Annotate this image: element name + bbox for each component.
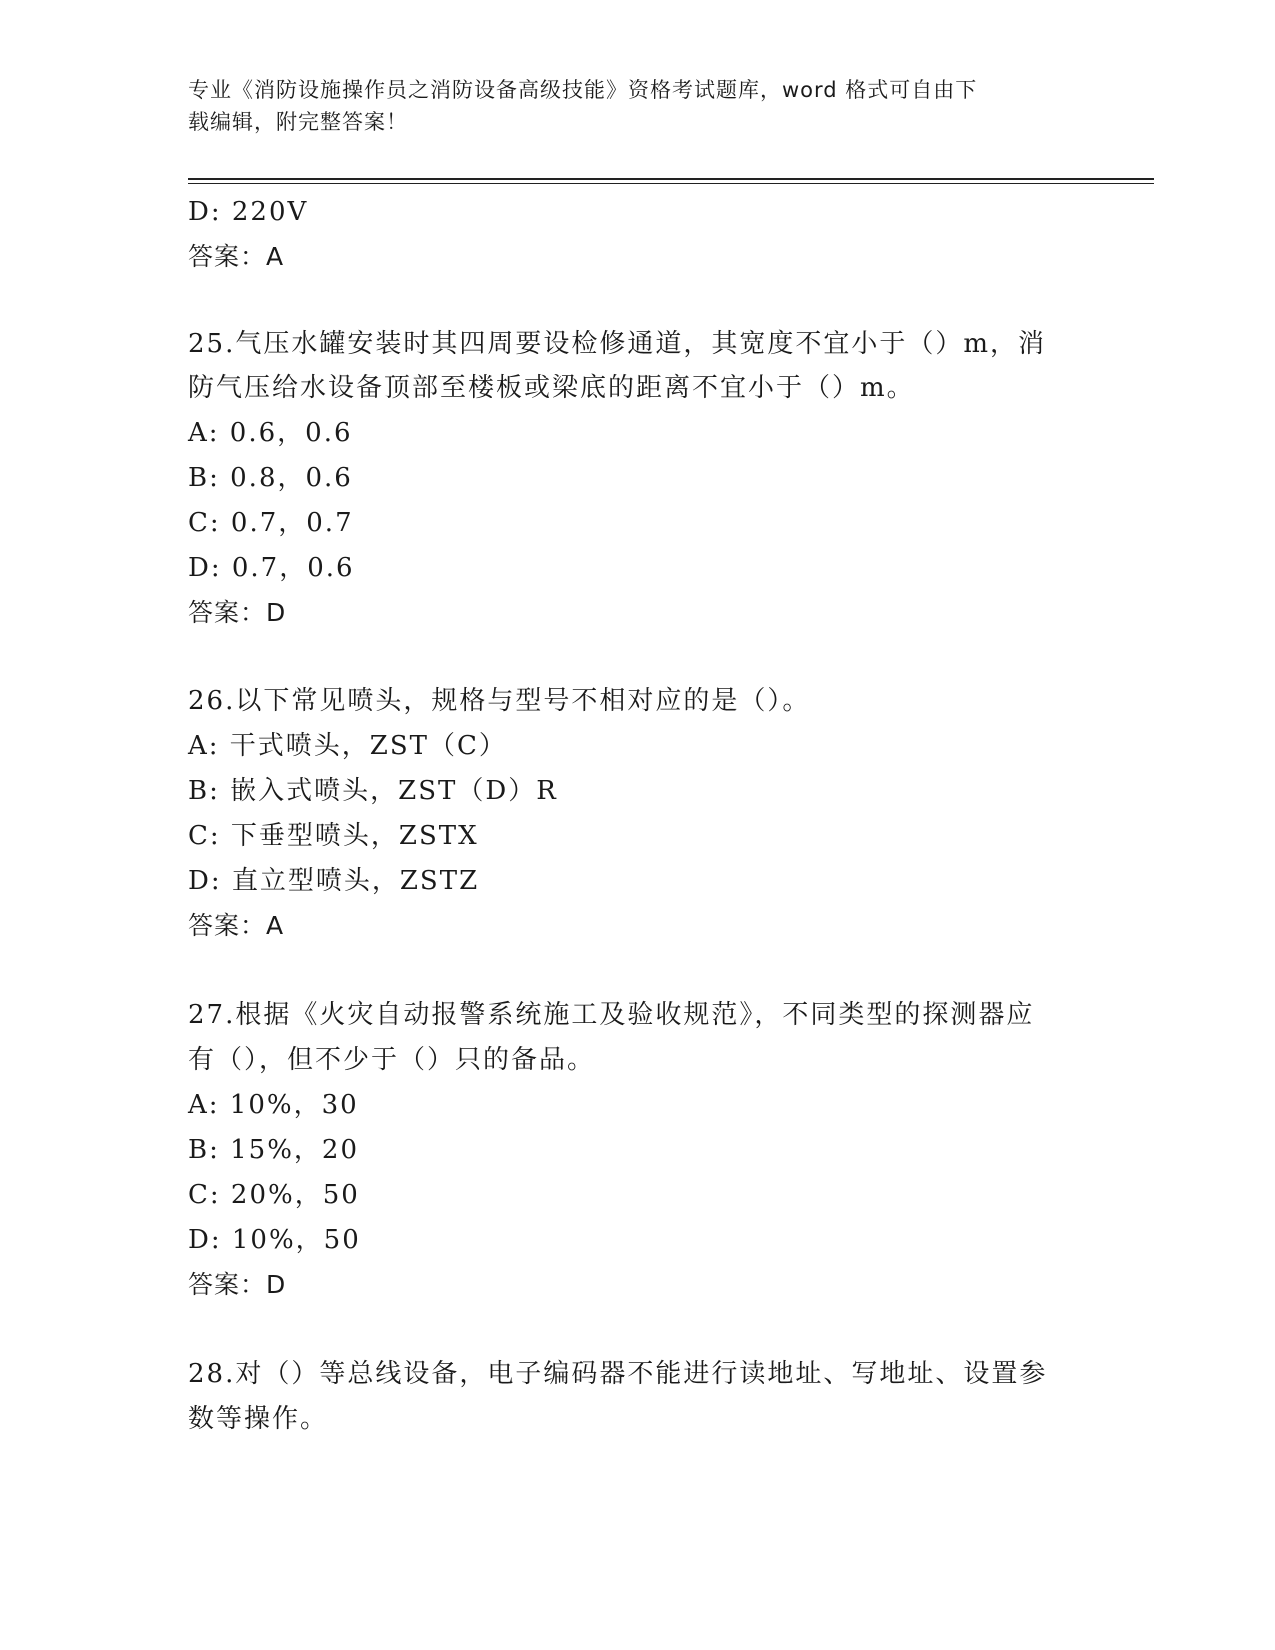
question-27: 27.根据《火灾自动报警系统施工及验收规范》，不同类型的探测器应 <box>188 1000 1035 1030</box>
question-28-cont: 数等操作。 <box>188 1404 329 1434</box>
option-a: A: 干式喷头，ZST（C） <box>188 731 507 761</box>
question-27-cont: 有（），但不少于（）只的备品。 <box>188 1045 596 1075</box>
option-c: C: 下垂型喷头，ZSTX <box>188 821 479 851</box>
question-25: 25.气压水罐安装时其四周要设检修通道，其宽度不宜小于（）m，消 <box>188 329 1047 359</box>
document-header <box>188 74 1088 138</box>
option-d: D: 10%，50 <box>188 1225 361 1255</box>
answer: 答案：D <box>188 598 287 627</box>
answer: 答案：A <box>188 911 285 940</box>
option-a: A: 0.6，0.6 <box>188 418 353 448</box>
question-28: 28.对（）等总线设备，电子编码器不能进行读地址、写地址、设置参 <box>188 1359 1048 1389</box>
option-b: B: 嵌入式喷头，ZST（D）R <box>188 776 558 806</box>
option-d: D: 220V <box>188 197 309 227</box>
question-26: 26.以下常见喷头，规格与型号不相对应的是（）。 <box>188 686 811 716</box>
option-b: B: 15%，20 <box>188 1135 360 1165</box>
answer: 答案：D <box>188 1270 287 1299</box>
answer: 答案：A <box>188 242 285 271</box>
option-c: C: 0.7，0.7 <box>188 508 354 538</box>
option-c: C: 20%，50 <box>188 1180 360 1210</box>
header-line-2: 载编辑，附完整答案！ <box>188 110 408 134</box>
option-b: B: 0.8，0.6 <box>188 463 353 493</box>
question-25-cont: 防气压给水设备顶部至楼板或梁底的距离不宜小于（）m。 <box>188 373 915 403</box>
option-a: A: 10%，30 <box>188 1090 359 1120</box>
header-divider-thick <box>188 178 1154 180</box>
option-d: D: 0.7，0.6 <box>188 553 355 583</box>
header-line-1: 专业《消防设施操作员之消防设备高级技能》资格考试题库，word 格式可自由下 <box>188 78 978 102</box>
option-d: D: 直立型喷头，ZSTZ <box>188 866 480 896</box>
header-divider-thin <box>188 183 1154 184</box>
